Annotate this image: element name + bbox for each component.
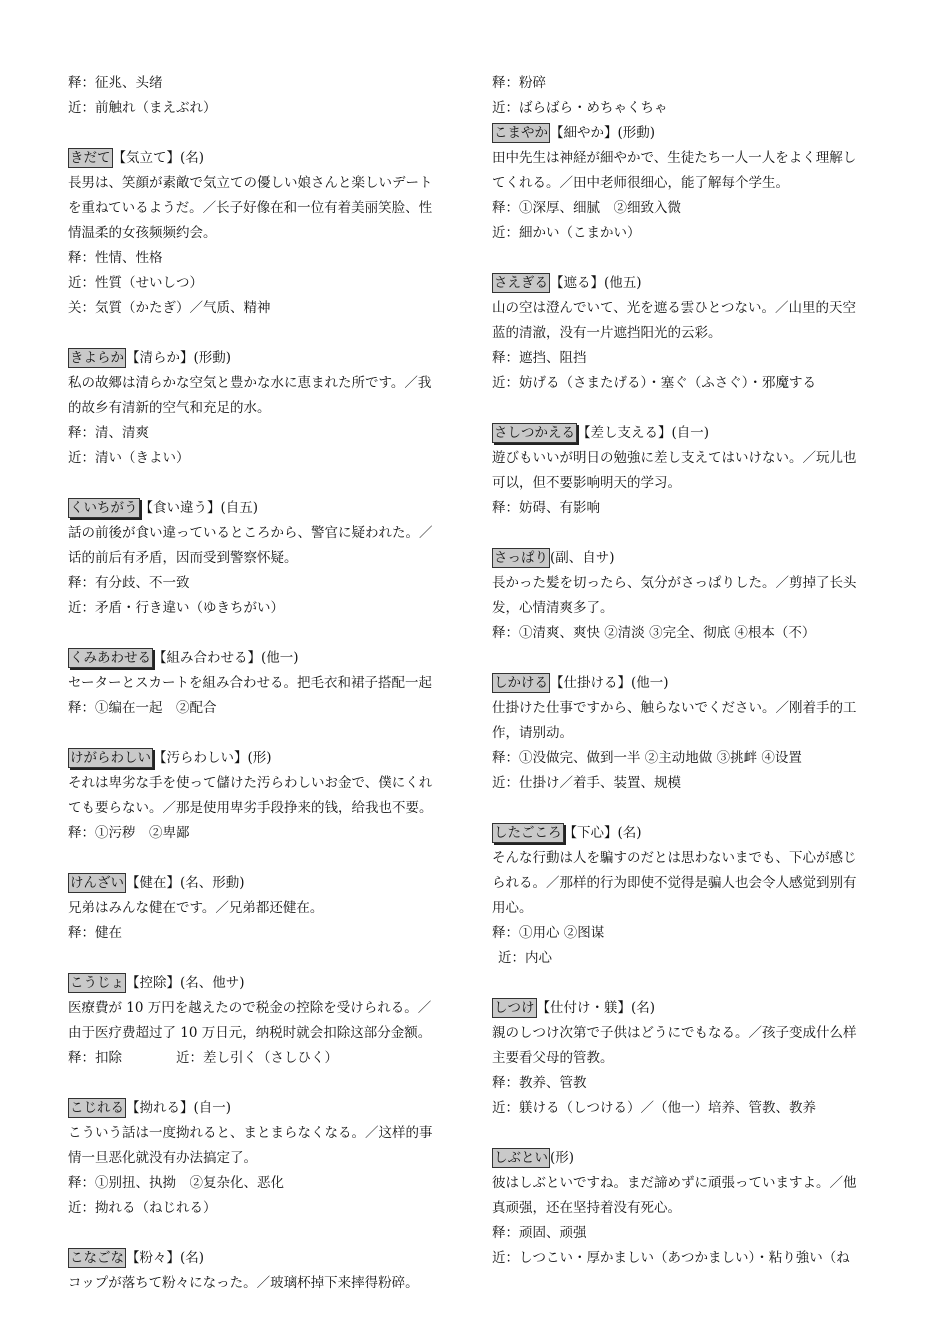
vocab-entry [68,971,458,1071]
entry-heading [68,1096,458,1121]
entry-gap [68,846,458,871]
entry-line: 用心。 [492,900,533,916]
entry-kanji-pos: 【健在】(名、形動) [126,875,245,891]
entry-gap [68,1071,458,1096]
entry-line: 長かった髪を切ったら、気分がさっぱりした。／剪掉了长头 [492,575,857,591]
entry-gap [68,621,458,646]
vocab-entry [492,1146,882,1271]
entry-headword: くみあわせる [70,650,151,666]
entry-kanji-pos: 【清らか】(形動) [126,350,232,366]
entry-line: 释：①污秽 ②卑鄙 [68,825,190,841]
continuation-line: 近：ばらばら・めちゃくちゃ [492,100,668,116]
entry-line: 关：気質（かたぎ）／气质、精神 [68,300,271,316]
entry-line: 蓝的清澈，没有一片遮挡阳光的云彩。 [492,325,722,341]
entry-kanji-pos: 【控除】(名、他サ) [126,975,245,991]
entry-line: 作，请别动。 [492,725,573,741]
vocab-entry [492,546,882,646]
entry-line: 由于医疗费超过了 10 万日元，纳税时就会扣除这部分金额。 [68,1025,432,1041]
entry-kanji-pos: 【差し支える】(自一) [577,425,710,441]
entry-kanji-pos: 【遮る】(他五) [550,275,642,291]
left-column [68,71,458,1296]
continuation-line: 释：征兆、头绪 [68,75,163,91]
entry-line: 田中先生は神経が細やかで、生徒たち一人一人をよく理解し [492,150,857,166]
entry-line: コップが落ちて粉々になった。／玻璃杯掉下来摔得粉碎。 [68,1275,419,1291]
entry-line: ても要らない。／那是使用卑劣手段挣来的钱，给我也不要。 [68,800,433,816]
entry-heading [492,1146,882,1171]
entry-line: 释：①没做完、做到一半 ②主动地做 ③挑衅 ④设置 [492,750,802,766]
entry-line: 释：①别扭、执拗 ②复杂化、恶化 [68,1175,284,1191]
entry-line: 近：清い（きよい） [68,450,190,466]
vocab-entry [68,346,458,471]
entry-line: 话的前后有矛盾，因而受到警察怀疑。 [68,550,298,566]
entry-gap [492,796,882,821]
entry-headword: こじれる [70,1100,124,1116]
entry-line: 发，心情清爽多了。 [492,600,614,616]
entry-kanji-pos: 【拗れる】(自一) [126,1100,232,1116]
entry-headword: しつけ [494,1000,535,1016]
entry-line: 近：拗れる（ねじれる） [68,1200,217,1216]
entry-line: 親のしつけ次第で子供はどうにでもなる。／孩子变成什么样 [492,1025,857,1041]
entry-line: 释：遮挡、阻挡 [492,350,587,366]
entry-gap [68,721,458,746]
entry-line: 近：矛盾・行き違い（ゆきちがい） [68,600,284,616]
entry-gap [68,471,458,496]
entry-heading [492,271,882,296]
entry-line: 近：妨げる（さまたげる）・塞ぐ（ふさぐ）・邪魔する [492,375,816,391]
entry-line: を重ねているようだ。／长子好像在和一位有着美丽笑脸、性 [68,200,433,216]
entry-kanji-pos: (副、自サ) [550,550,615,566]
entry-line: 释：扣除 近：差し引く（さしひく） [68,1050,338,1066]
entry-line: 主要看父母的管教。 [492,1050,614,1066]
entry-line: 释：①编在一起 ②配合 [68,700,217,716]
entry-heading [68,1246,458,1271]
entry-line: 長男は、笑顔が素敵で気立ての優しい娘さんと楽しいデート [68,175,433,191]
entry-heading [492,821,882,846]
vocab-entry [492,121,882,246]
entry-line: 医療費が 10 万円を越えたので税金の控除を受けられる。／ [68,1000,432,1016]
entry-kanji-pos: (形) [550,1150,575,1166]
entry-heading [68,971,458,996]
entry-line: 的故乡有清新的空气和充足的水。 [68,400,271,416]
entry-heading [492,121,882,146]
entry-line: 近：しつこい・厚かましい（あつかましい）・粘り強い（ね [492,1250,850,1266]
entry-line: 真顽强，还在坚持着没有死心。 [492,1200,681,1216]
entry-line: 释：有分歧、不一致 [68,575,190,591]
entry-headword: けんざい [70,875,124,891]
entry-headword: さえぎる [494,275,548,291]
entry-line: 情一旦恶化就没有办法搞定了。 [68,1150,257,1166]
entry-heading [492,546,882,571]
entry-line: 近：細かい（こまかい） [492,225,641,241]
entry-line: それは卑劣な手を使って儲けた汚らわしいお金で、僕にくれ [68,775,433,791]
entry-heading [68,871,458,896]
entry-headword: くいちがう [70,500,138,516]
vocab-entry [68,746,458,846]
vocab-entry [68,1096,458,1221]
entry-headword: しぶとい [494,1150,548,1166]
entry-line: 彼はしぶといですね。まだ諦めずに頑張っていますよ。／他 [492,1175,857,1191]
entry-heading [68,346,458,371]
entry-line: 释：健在 [68,925,122,941]
entry-headword: こなごな [70,1250,124,1266]
entry-heading [68,746,458,771]
entry-line: てくれる。／田中老师很细心，能了解每个学生。 [492,175,789,191]
entry-gap [492,246,882,271]
entry-kanji-pos: 【汚らわしい】(形) [153,750,272,766]
entry-heading [492,996,882,1021]
entry-line: 近：仕掛け／着手、装置、规模 [492,775,681,791]
entry-kanji-pos: 【細やか】(形動) [550,125,656,141]
entry-headword: したごころ [494,825,562,841]
vocab-entry [492,996,882,1121]
vocab-entry [492,671,882,796]
vocab-entry [68,146,458,321]
entry-gap [492,396,882,421]
entry-heading [492,421,882,446]
entry-gap [68,946,458,971]
continuation-line: 近：前触れ（まえぶれ） [68,100,217,116]
entry-line: 仕掛けた仕事ですから、触らないでください。／刚着手的工 [492,700,857,716]
entry-line: そんな行動は人を騙すのだとは思わないまでも、下心が感じ [492,850,857,866]
entry-gap [68,1221,458,1246]
entry-line: セーターとスカートを組み合わせる。把毛衣和裙子搭配一起 [68,675,432,691]
entry-heading [68,496,458,521]
vocab-entry [492,271,882,396]
entry-headword: きよらか [70,350,124,366]
vocab-entry [68,1246,458,1296]
entry-line: 私の故郷は清らかな空気と豊かな水に恵まれた所です。／我 [68,375,432,391]
vocab-entry [68,871,458,946]
entry-heading [68,146,458,171]
entry-kanji-pos: 【仕掛ける】(他一) [550,675,669,691]
entry-gap [492,646,882,671]
entry-line: られる。／那样的行为即使不觉得是骗人也会令人感觉到别有 [492,875,857,891]
entry-line: 山の空は澄んでいて、光を遮る雲ひとつない。／山里的天空 [492,300,856,316]
entry-line: 近：躾ける（しつける）／（他一）培养、管教、教养 [492,1100,816,1116]
vocab-entry [492,421,882,521]
right-column [492,71,882,1271]
entry-kanji-pos: 【粉々】(名) [126,1250,205,1266]
entry-headword: さっぱり [494,550,548,566]
entry-line: 释：清、清爽 [68,425,149,441]
entry-gap [492,521,882,546]
entry-headword: けがらわしい [70,750,151,766]
entry-line: 可以，但不要影响明天的学习。 [492,475,681,491]
vocab-entry [492,821,882,971]
entry-line: 近：内心 [498,950,552,966]
entry-headword: しかける [494,675,548,691]
entry-line: 释：顽固、顽强 [492,1225,587,1241]
entry-headword: こまやか [494,125,548,141]
entry-line: 話の前後が食い違っているところから、警官に疑われた。／ [68,525,433,541]
entry-line: 遊びもいいが明日の勉強に差し支えてはいけない。／玩儿也 [492,450,857,466]
vocab-entry [68,646,458,721]
entry-line: 释：妨碍、有影响 [492,500,600,516]
continuation-line: 释：粉碎 [492,75,546,91]
entry-line: 兄弟はみんな健在です。／兄弟都还健在。 [68,900,324,916]
entry-heading [492,671,882,696]
entry-headword: こうじょ [70,975,124,991]
entry-gap [68,321,458,346]
entry-line: 释：性情、性格 [68,250,163,266]
entry-line: 情温柔的女孩频频约会。 [68,225,217,241]
entry-line: こういう話は一度拗れると、まとまらなくなる。／这样的事 [68,1125,433,1141]
entry-kanji-pos: 【組み合わせる】(他一) [153,650,299,666]
entry-kanji-pos: 【下心】(名) [563,825,642,841]
entry-line: 释：①用心 ②图谋 [492,925,605,941]
entry-gap [492,971,882,996]
entry-kanji-pos: 【仕付け・躾】(名) [536,1000,656,1016]
entry-line: 释：①清爽、爽快 ②清淡 ③完全、彻底 ④根本（不） [492,625,816,641]
entry-kanji-pos: 【食い違う】(自五) [139,500,259,516]
entry-line: 近：性質（せいしつ） [68,275,203,291]
entry-heading [68,646,458,671]
entry-kanji-pos: 【気立て】(名) [112,150,205,166]
entry-gap [492,1121,882,1146]
entry-headword: きだて [70,150,111,166]
entry-line: 释：教养、管教 [492,1075,587,1091]
entry-gap [68,121,458,146]
entry-headword: さしつかえる [494,425,575,441]
vocab-entry [68,496,458,621]
entry-line: 释：①深厚、细腻 ②细致入微 [492,200,681,216]
